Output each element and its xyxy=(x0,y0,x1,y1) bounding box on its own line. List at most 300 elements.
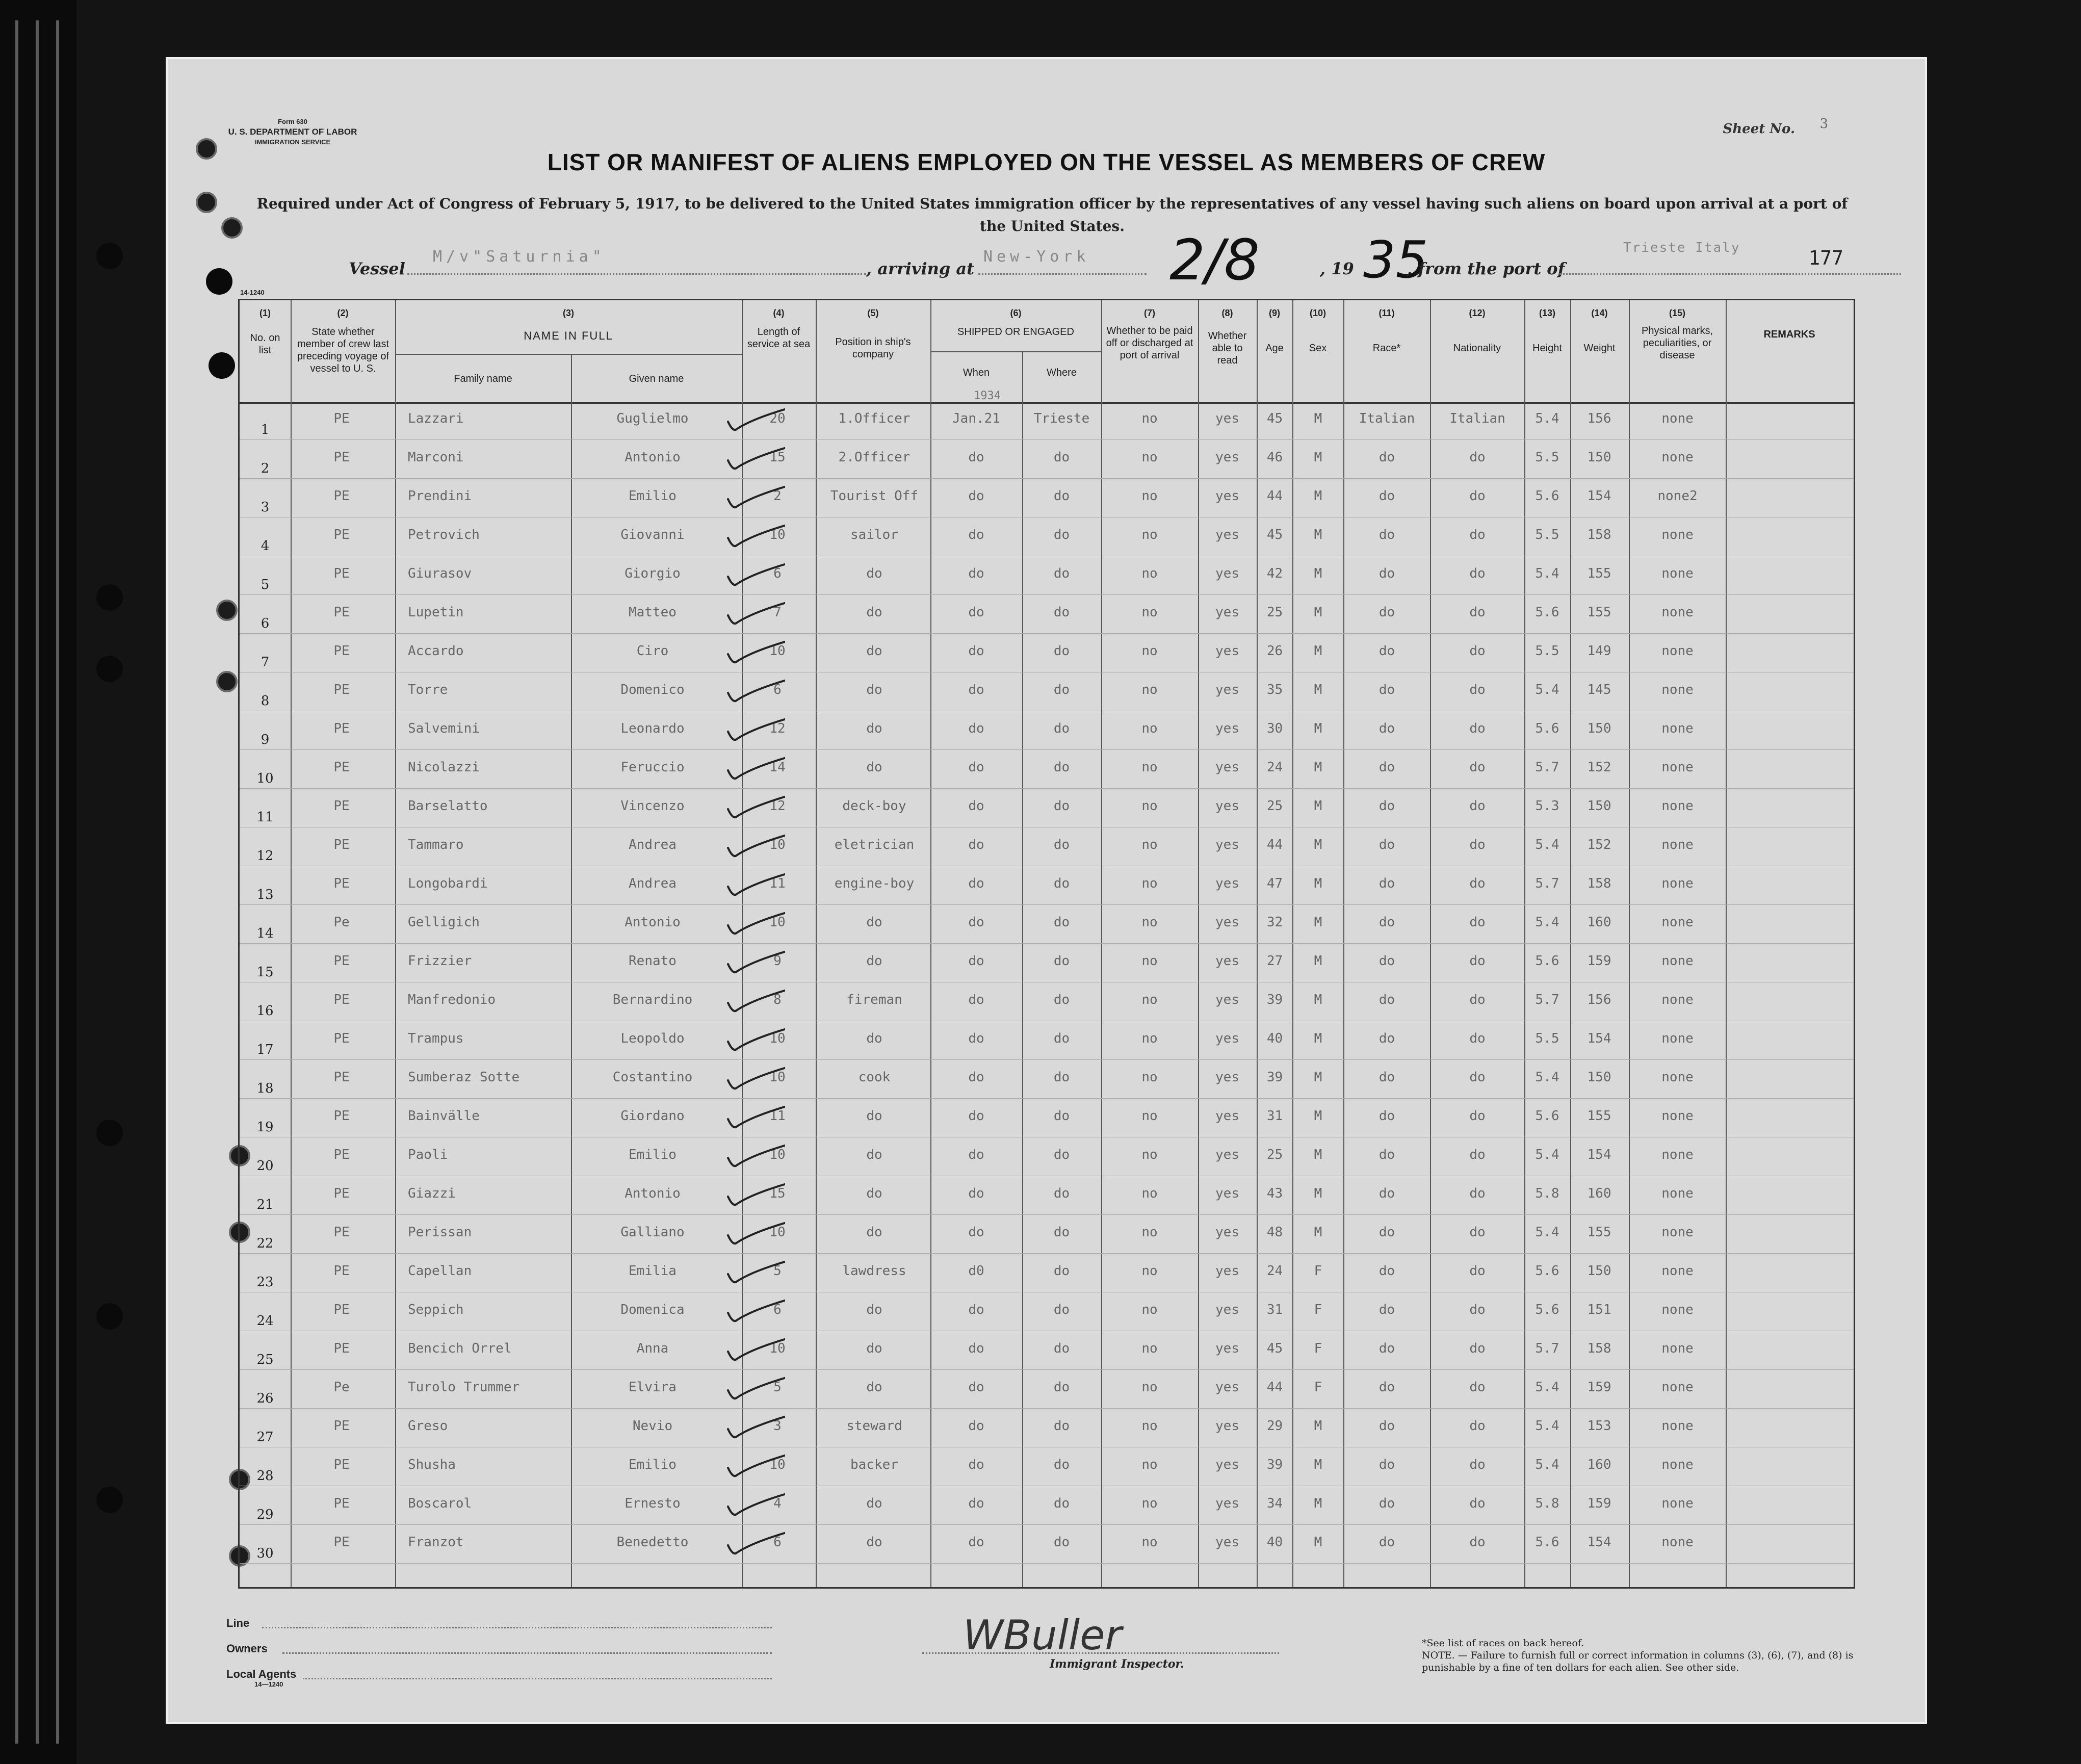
cell-sex: M xyxy=(1314,992,1322,1007)
cell-height: 5.4 xyxy=(1535,566,1559,581)
cell-nationality: do xyxy=(1469,527,1486,542)
cell-marks: none xyxy=(1661,876,1694,891)
cell-marks: none xyxy=(1661,1186,1694,1201)
cell-marks: none xyxy=(1661,1147,1694,1162)
cell-prev: PE xyxy=(333,566,350,581)
cell-read: yes xyxy=(1215,1380,1239,1395)
row-rule xyxy=(240,633,1854,634)
cell-read: yes xyxy=(1215,1302,1239,1317)
check-mark-icon xyxy=(724,983,785,1014)
cell-weight: 150 xyxy=(1587,798,1611,814)
cell-where: do xyxy=(1053,1418,1070,1434)
cell-family: Prendini xyxy=(408,488,472,504)
cell-family: Barselatto xyxy=(408,798,488,814)
year-handwritten: 35 xyxy=(1363,230,1428,290)
cell-service: 11 xyxy=(769,1108,786,1124)
cell-race: do xyxy=(1378,1380,1395,1395)
cell-service: 10 xyxy=(769,643,786,659)
cell-where: do xyxy=(1053,721,1070,736)
cell-marks: none xyxy=(1661,411,1694,426)
cell-where: do xyxy=(1053,1147,1070,1162)
cell-race: do xyxy=(1378,1031,1395,1046)
row-number: 6 xyxy=(261,616,270,631)
row-number: 8 xyxy=(261,693,270,709)
cell-height: 5.4 xyxy=(1535,915,1559,930)
cell-when: do xyxy=(968,682,984,697)
year-note: 1934 xyxy=(974,390,1001,402)
cell-prev: PE xyxy=(333,1418,350,1434)
cell-read: yes xyxy=(1215,1147,1239,1162)
cell-position: do xyxy=(866,1108,882,1124)
cell-where: do xyxy=(1053,643,1070,659)
cell-height: 5.6 xyxy=(1535,1535,1559,1550)
cell-service: 9 xyxy=(773,953,782,969)
col15-number: (15) xyxy=(1669,308,1685,318)
check-mark-icon xyxy=(724,1177,785,1208)
cell-sex: M xyxy=(1314,953,1322,969)
cell-read: yes xyxy=(1215,1341,1239,1356)
cell-position: do xyxy=(866,721,882,736)
cell-height: 5.6 xyxy=(1535,488,1559,504)
check-mark-icon xyxy=(724,828,785,859)
page-number: 177 xyxy=(1808,247,1843,269)
cell-read: yes xyxy=(1215,682,1239,697)
cell-paid: no xyxy=(1141,1535,1158,1550)
cell-age: 29 xyxy=(1266,1418,1283,1434)
cell-weight: 155 xyxy=(1587,566,1611,581)
cell-marks: none xyxy=(1661,953,1694,969)
cell-when: do xyxy=(968,721,984,736)
cell-where: do xyxy=(1053,1457,1070,1472)
cell-where: do xyxy=(1053,760,1070,775)
cell-height: 5.7 xyxy=(1535,760,1559,775)
row-rule xyxy=(240,1369,1854,1370)
col14-number: (14) xyxy=(1591,308,1608,318)
cell-when: do xyxy=(968,1186,984,1201)
cell-service: 10 xyxy=(769,1225,786,1240)
check-mark-icon xyxy=(724,1022,785,1053)
check-mark-icon xyxy=(724,596,785,627)
cell-service: 6 xyxy=(773,1535,782,1550)
cell-position: eletrician xyxy=(834,837,915,852)
cell-service: 2 xyxy=(773,488,782,504)
row-number: 12 xyxy=(256,848,274,864)
cell-nationality: do xyxy=(1469,1418,1486,1434)
agents-label: Local Agents xyxy=(226,1668,297,1680)
cell-family: Sumberaz Sotte xyxy=(408,1070,520,1085)
col8-number: (8) xyxy=(1221,308,1233,318)
cell-age: 24 xyxy=(1266,1263,1283,1279)
cell-height: 5.7 xyxy=(1535,1341,1559,1356)
col13-header: Height xyxy=(1532,343,1562,354)
cell-height: 5.6 xyxy=(1535,1302,1559,1317)
cell-height: 5.4 xyxy=(1535,837,1559,852)
check-mark-icon xyxy=(724,712,785,743)
col6-divider xyxy=(930,351,1101,352)
cell-prev: PE xyxy=(333,1341,350,1356)
col2-header: State whether member of crew last preceding voyage of vessel to U. S. xyxy=(297,326,389,374)
cell-sex: M xyxy=(1314,798,1322,814)
cell-race: do xyxy=(1378,488,1395,504)
row-number: 30 xyxy=(256,1546,274,1561)
cell-age: 48 xyxy=(1266,1225,1283,1240)
cell-age: 31 xyxy=(1266,1302,1283,1317)
cell-position: fireman xyxy=(846,992,902,1007)
cell-height: 5.4 xyxy=(1535,1225,1559,1240)
cell-where: do xyxy=(1053,1070,1070,1085)
punch-hole xyxy=(196,192,217,213)
cell-position: 2.Officer xyxy=(838,450,911,465)
races-note: *See list of races on back hereof. xyxy=(1422,1638,1584,1649)
cell-service: 10 xyxy=(769,1341,786,1356)
col-line xyxy=(1343,300,1344,1587)
cell-nationality: do xyxy=(1469,837,1486,852)
cell-service: 20 xyxy=(769,411,786,426)
cell-when: do xyxy=(968,876,984,891)
from-label: , from the port of xyxy=(1407,259,1565,278)
row-number: 14 xyxy=(256,926,274,941)
cell-service: 3 xyxy=(773,1418,782,1434)
cell-height: 5.7 xyxy=(1535,992,1559,1007)
cell-given: Emilia xyxy=(629,1263,677,1279)
cell-when: do xyxy=(968,643,984,659)
cell-age: 25 xyxy=(1266,605,1283,620)
cell-age: 43 xyxy=(1266,1186,1283,1201)
cell-height: 5.6 xyxy=(1535,953,1559,969)
cell-given: Emilio xyxy=(629,1457,677,1472)
cell-race: do xyxy=(1378,1302,1395,1317)
cell-family: Franzot xyxy=(408,1535,464,1550)
cell-position: do xyxy=(866,1225,882,1240)
col10-header: Sex xyxy=(1309,343,1327,354)
col-line xyxy=(1022,351,1023,1587)
check-mark-icon xyxy=(724,673,785,704)
cell-service: 5 xyxy=(773,1380,782,1395)
cell-sex: M xyxy=(1314,1108,1322,1124)
cell-when: Jan.21 xyxy=(952,411,1000,426)
cell-service: 8 xyxy=(773,992,782,1007)
cell-nationality: do xyxy=(1469,1263,1486,1279)
cell-age: 39 xyxy=(1266,992,1283,1007)
cell-race: do xyxy=(1378,992,1395,1007)
row-number: 13 xyxy=(256,887,274,902)
cell-prev: PE xyxy=(333,837,350,852)
arriving-port: New-York xyxy=(983,248,1090,266)
cell-prev: PE xyxy=(333,1186,350,1201)
cell-paid: no xyxy=(1141,1457,1158,1472)
cell-age: 39 xyxy=(1266,1457,1283,1472)
cell-race: do xyxy=(1378,1108,1395,1124)
vessel-label: Vessel xyxy=(349,259,405,278)
cell-given: Bernardino xyxy=(612,992,693,1007)
cell-marks: none xyxy=(1661,1535,1694,1550)
cell-where: do xyxy=(1053,837,1070,852)
row-number: 18 xyxy=(256,1081,274,1096)
cell-prev: PE xyxy=(333,605,350,620)
cell-position: deck-boy xyxy=(842,798,906,814)
remarks-header: REMARKS xyxy=(1763,329,1815,340)
cell-paid: no xyxy=(1141,682,1158,697)
col6-number: (6) xyxy=(1010,308,1022,318)
row-number: 4 xyxy=(261,538,270,554)
when-header: When xyxy=(963,367,990,378)
cell-prev: PE xyxy=(333,798,350,814)
check-mark-icon xyxy=(724,1410,785,1440)
cell-prev: PE xyxy=(333,876,350,891)
cell-service: 11 xyxy=(769,876,786,891)
cell-marks: none xyxy=(1661,1108,1694,1124)
cell-paid: no xyxy=(1141,721,1158,736)
cell-height: 5.5 xyxy=(1535,450,1559,465)
row-number: 7 xyxy=(261,655,270,670)
cell-position: do xyxy=(866,1341,882,1356)
check-mark-icon xyxy=(724,1061,785,1092)
cell-race: do xyxy=(1378,605,1395,620)
row-number: 1 xyxy=(261,422,270,437)
cell-where: do xyxy=(1053,527,1070,542)
cell-race: do xyxy=(1378,682,1395,697)
cell-sex: M xyxy=(1314,1496,1322,1511)
cell-where: do xyxy=(1053,682,1070,697)
cell-paid: no xyxy=(1141,876,1158,891)
cell-family: Petrovich xyxy=(408,527,480,542)
cell-nationality: do xyxy=(1469,760,1486,775)
cell-sex: M xyxy=(1314,566,1322,581)
cell-height: 5.4 xyxy=(1535,1380,1559,1395)
cell-service: 10 xyxy=(769,1031,786,1046)
cell-age: 39 xyxy=(1266,1070,1283,1085)
cell-height: 5.4 xyxy=(1535,1070,1559,1085)
check-mark-icon xyxy=(724,790,785,820)
binder-strip xyxy=(0,0,76,1764)
year-prefix: , 19 xyxy=(1320,259,1354,278)
cell-weight: 154 xyxy=(1587,488,1611,504)
cell-race: do xyxy=(1378,1070,1395,1085)
cell-family: Paoli xyxy=(408,1147,448,1162)
col11-number: (11) xyxy=(1378,308,1395,318)
cell-read: yes xyxy=(1215,1070,1239,1085)
punch-hole xyxy=(96,584,123,611)
cell-weight: 159 xyxy=(1587,1496,1611,1511)
col3-header: NAME IN FULL xyxy=(524,329,613,342)
row-number: 15 xyxy=(256,965,274,980)
cell-family: Turolo Trummer xyxy=(408,1380,520,1395)
cell-sex: M xyxy=(1314,527,1322,542)
cell-age: 24 xyxy=(1266,760,1283,775)
cell-prev: PE xyxy=(333,1496,350,1511)
cell-read: yes xyxy=(1215,1418,1239,1434)
cell-marks: none xyxy=(1661,605,1694,620)
cell-race: do xyxy=(1378,798,1395,814)
cell-sex: M xyxy=(1314,1031,1322,1046)
cell-family: Giurasov xyxy=(408,566,472,581)
cell-when: do xyxy=(968,837,984,852)
cell-sex: F xyxy=(1314,1263,1322,1279)
cell-when: do xyxy=(968,1031,984,1046)
cell-read: yes xyxy=(1215,488,1239,504)
cell-nationality: do xyxy=(1469,1225,1486,1240)
cell-paid: no xyxy=(1141,1302,1158,1317)
row-number: 25 xyxy=(256,1352,274,1367)
cell-sex: M xyxy=(1314,450,1322,465)
cell-age: 42 xyxy=(1266,566,1283,581)
cell-when: do xyxy=(968,1147,984,1162)
cell-family: Lupetin xyxy=(408,605,464,620)
cell-when: do xyxy=(968,798,984,814)
col7-number: (7) xyxy=(1144,308,1155,318)
cell-race: do xyxy=(1378,1186,1395,1201)
cell-service: 14 xyxy=(769,760,786,775)
cell-service: 10 xyxy=(769,1147,786,1162)
cell-service: 4 xyxy=(773,1496,782,1511)
col9-number: (9) xyxy=(1269,308,1280,318)
row-rule xyxy=(240,1563,1854,1564)
cell-sex: M xyxy=(1314,1457,1322,1472)
cell-family: Greso xyxy=(408,1418,448,1434)
cell-where: do xyxy=(1053,953,1070,969)
cell-read: yes xyxy=(1215,527,1239,542)
cell-family: Manfredonio xyxy=(408,992,496,1007)
check-mark-icon xyxy=(724,1332,785,1363)
manifest-sheet xyxy=(166,57,1927,1724)
check-mark-icon xyxy=(724,1216,785,1247)
cell-weight: 145 xyxy=(1587,682,1611,697)
cell-age: 44 xyxy=(1266,1380,1283,1395)
cell-position: do xyxy=(866,1147,882,1162)
cell-marks: none xyxy=(1661,1418,1694,1434)
cell-height: 5.4 xyxy=(1535,1418,1559,1434)
cell-when: do xyxy=(968,527,984,542)
cell-given: Andrea xyxy=(629,837,677,852)
punch-hole xyxy=(216,600,238,621)
cell-prev: PE xyxy=(333,411,350,426)
cell-family: Accardo xyxy=(408,643,464,659)
cell-given: Ciro xyxy=(636,643,669,659)
cell-service: 15 xyxy=(769,450,786,465)
cell-prev: PE xyxy=(333,1147,350,1162)
punch-hole xyxy=(96,243,123,269)
cell-prev: PE xyxy=(333,1457,350,1472)
col-line xyxy=(571,354,572,1587)
cell-sex: M xyxy=(1314,1535,1322,1550)
cell-nationality: do xyxy=(1469,450,1486,465)
col-line xyxy=(1629,300,1630,1587)
cell-where: do xyxy=(1053,1031,1070,1046)
cell-race: do xyxy=(1378,1341,1395,1356)
cell-race: do xyxy=(1378,527,1395,542)
row-number: 23 xyxy=(256,1275,274,1290)
cell-marks: none xyxy=(1661,1341,1694,1356)
cell-when: do xyxy=(968,915,984,930)
footnote xyxy=(1422,1637,1881,1674)
cell-given: Antonio xyxy=(625,915,681,930)
cell-age: 25 xyxy=(1266,798,1283,814)
cell-paid: no xyxy=(1141,643,1158,659)
cell-race: do xyxy=(1378,721,1395,736)
cell-given: Costantino xyxy=(612,1070,693,1085)
check-mark-icon xyxy=(724,518,785,549)
row-rule xyxy=(240,1408,1854,1409)
col12-number: (12) xyxy=(1469,308,1486,318)
cell-given: Domenica xyxy=(620,1302,685,1317)
cell-marks: none xyxy=(1661,1031,1694,1046)
cell-given: Giorgio xyxy=(625,566,681,581)
cell-service: 12 xyxy=(769,721,786,736)
cell-paid: no xyxy=(1141,1147,1158,1162)
cell-paid: no xyxy=(1141,1031,1158,1046)
cell-position: do xyxy=(866,1535,882,1550)
row-rule xyxy=(240,749,1854,750)
cell-marks: none xyxy=(1661,643,1694,659)
cell-read: yes xyxy=(1215,992,1239,1007)
cell-age: 47 xyxy=(1266,876,1283,891)
cell-weight: 158 xyxy=(1587,1341,1611,1356)
cell-nationality: do xyxy=(1469,1031,1486,1046)
cell-given: Nevio xyxy=(632,1418,673,1434)
cell-read: yes xyxy=(1215,721,1239,736)
cell-sex: M xyxy=(1314,876,1322,891)
arriving-label: , arriving at xyxy=(866,259,974,278)
cell-sex: M xyxy=(1314,1186,1322,1201)
cell-age: 40 xyxy=(1266,1031,1283,1046)
cell-race: Italian xyxy=(1359,411,1415,426)
cell-weight: 150 xyxy=(1587,450,1611,465)
cell-marks: none xyxy=(1661,1496,1694,1511)
cell-age: 35 xyxy=(1266,682,1283,697)
cell-read: yes xyxy=(1215,1535,1239,1550)
cell-paid: no xyxy=(1141,915,1158,930)
cell-service: 10 xyxy=(769,837,786,852)
check-mark-icon xyxy=(724,1448,785,1479)
cell-prev: Pe xyxy=(333,915,350,930)
cell-race: do xyxy=(1378,450,1395,465)
cell-when: do xyxy=(968,953,984,969)
row-number: 28 xyxy=(256,1468,274,1484)
cell-nationality: do xyxy=(1469,1147,1486,1162)
cell-position: do xyxy=(866,566,882,581)
cell-read: yes xyxy=(1215,1225,1239,1240)
cell-sex: M xyxy=(1314,760,1322,775)
cell-prev: PE xyxy=(333,450,350,465)
cell-nationality: do xyxy=(1469,566,1486,581)
cell-marks: none xyxy=(1661,566,1694,581)
row-rule xyxy=(240,1214,1854,1215)
from-port: Trieste Italy xyxy=(1623,240,1740,255)
cell-paid: no xyxy=(1141,488,1158,504)
cell-nationality: Italian xyxy=(1449,411,1505,426)
cell-height: 5.4 xyxy=(1535,1147,1559,1162)
cell-marks: none xyxy=(1661,682,1694,697)
cell-position: do xyxy=(866,953,882,969)
cell-prev: PE xyxy=(333,488,350,504)
family-name-header: Family name xyxy=(454,373,512,384)
cell-given: Domenico xyxy=(620,682,685,697)
cell-weight: 151 xyxy=(1587,1302,1611,1317)
row-rule xyxy=(240,1059,1854,1060)
check-mark-icon xyxy=(724,906,785,937)
cell-weight: 159 xyxy=(1587,953,1611,969)
row-number: 19 xyxy=(256,1120,274,1135)
cell-marks: none xyxy=(1661,721,1694,736)
cell-weight: 156 xyxy=(1587,992,1611,1007)
check-mark-icon xyxy=(724,751,785,782)
cell-weight: 153 xyxy=(1587,1418,1611,1434)
cell-family: Marconi xyxy=(408,450,464,465)
cell-marks: none xyxy=(1661,1380,1694,1395)
col2-number: (2) xyxy=(337,308,349,318)
col-line xyxy=(1198,300,1199,1587)
cell-age: 44 xyxy=(1266,837,1283,852)
